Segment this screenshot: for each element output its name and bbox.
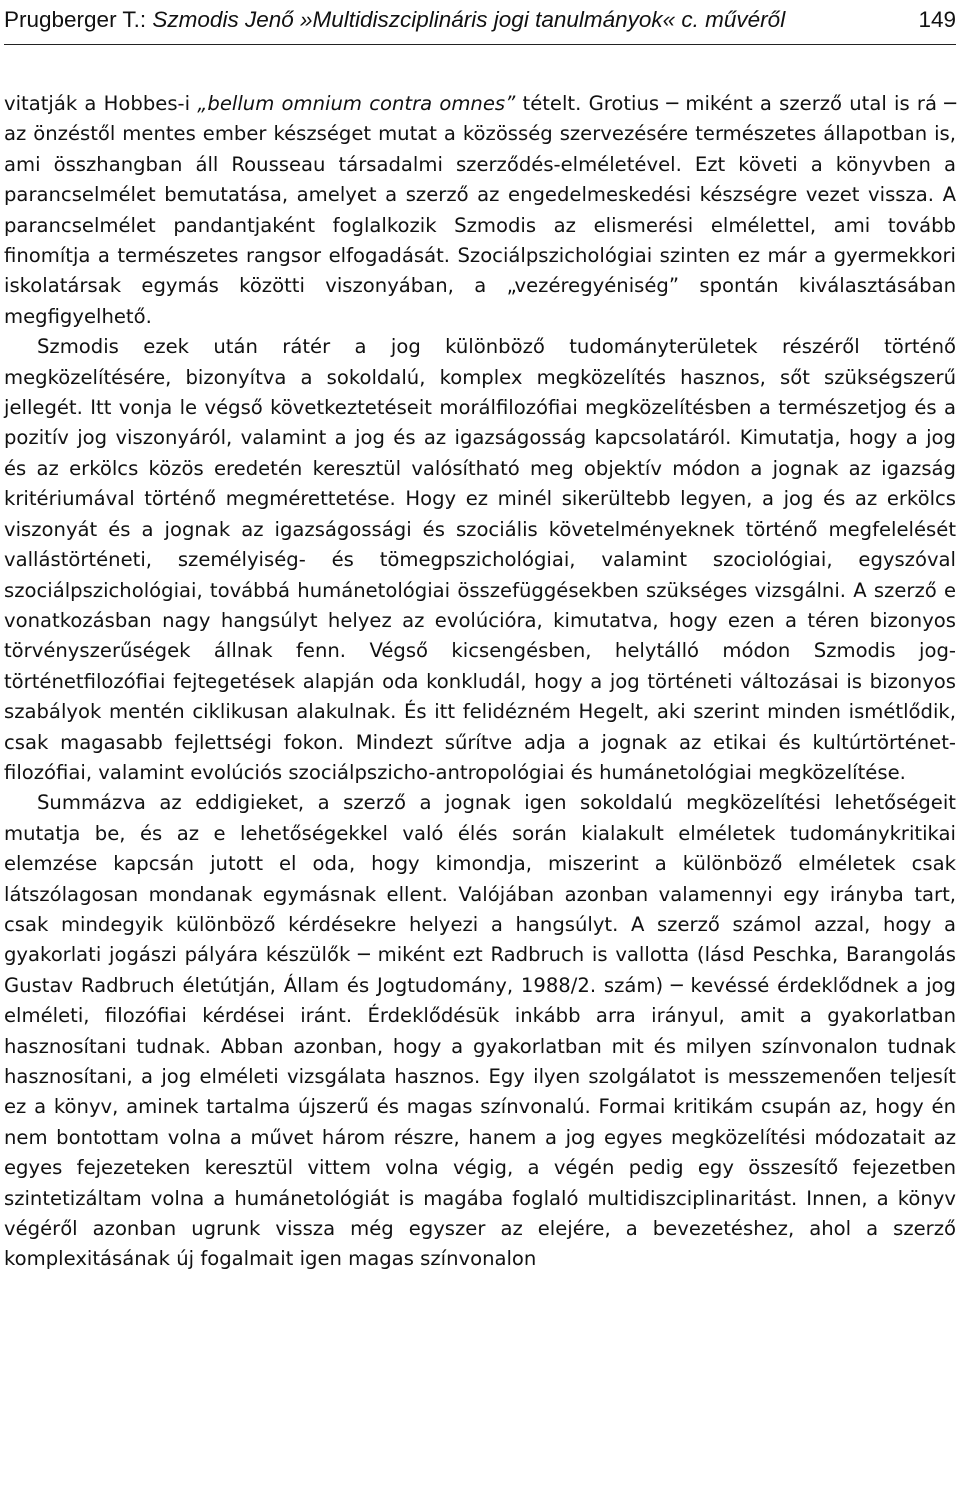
latin-quote: „bellum omnium contra omnes” bbox=[197, 92, 516, 115]
running-header bbox=[4, 0, 956, 45]
header-author: Prugberger T.: bbox=[4, 7, 153, 32]
header-book-title: Szmodis Jenő »Multidiszciplináris jogi tanulmányok« c. művéről bbox=[152, 7, 786, 32]
page-number: 149 bbox=[918, 7, 956, 32]
paragraph-text: vitatják a Hobbes-i bbox=[4, 92, 198, 115]
paragraph-continued bbox=[4, 89, 956, 332]
paragraph: Szmodis ezek után rátér a jog különböző tudományterületek részéről történő megközelítésére, bizonyítva a sokoldalú, komplex megközelítés hasznos, sőt szükségszerű jellegét. Itt vonja le végső következtetéseit morálfilozófiai megközelítésben a természetjog és a pozitív jog viszonyáról, valamint a jog és az igazságosság kapcsolatáról. Kimutatja, hogy a jog és az erkölcs közös eredetén keresztül valósítható meg objektív módon a jognak az igazság kritériumával történő megmérettetése. Hogy ez minél sikerültebb legyen, a jog és az erkölcs viszonyát és a jognak az igazságossági és szociális követelményeknek történő megfelelését vallástörténeti, személyiség- és tömegpszichológiai, valamint szociológiai, egyszóval szociálpszichológiai, továbbá humánetológiai összefüggésekben szükséges vizsgálni. A szerző e vonatkozásban nagy hangsúlyt helyez az evolúcióra, kimutatva, hogy ezen a téren bizonyos törvényszerűségek állnak fenn. Végső kicsengésben, helytálló módon Szmodis jog-történetfilozófiai fejtegetések alapján oda konkludál, hogy a jog történeti változásai is bizonyos szabályok mentén ciklikusan alakulnak. És itt felidézném Hegelt, aki szerint minden ismétlődik, csak magasabb fejlettségi fokon. Mindezt sűrítve adja a jognak az etikai és kultúrtörténet-filozófiai, valamint evolúciós szociálpszicho-antropológiai és humánetológiai megközelítése. bbox=[4, 335, 956, 784]
header-citation bbox=[4, 0, 785, 40]
page-content bbox=[4, 0, 956, 1275]
body-text bbox=[4, 89, 956, 1275]
paragraph: Summázva az eddigieket, a szerző a jognak igen sokoldalú megközelítési lehetőségeit mutatja be, és az e lehetőségekkel való élés során kialakult elméletek tudománykritikai elemzése kapcsán jutott el oda, hogy kimondja, miszerint a különböző elméletek csak látszólagosan mondanak egymásnak ellent. Valójában azonban valamennyi egy irányba tart, csak mindegyik különböző kérdésekre helyezi a hangsúlyt. A szerző számol azzal, hogy a gyakorlati jogászi pályára készülők ─ miként ezt Radbruch is vallotta (lásd Peschka, Barangolás Gustav Radbruch életútján, Állam és Jogtudomány, 1988/2. szám) ─ kevéssé érdeklődnek a jog elméleti, filozófiai kérdései iránt. Érdeklődésük inkább arra irányul, amit a gyakorlatban hasznosítani tudnak. Abban azonban, hogy a gyakorlatban mit és milyen színvonalon tudnak hasznosítani, a jog elméleti vizsgálata hasznos. Egy ilyen szolgálatot is messzemenően teljesít ez a könyv, aminek tartalma újszerű és magas színvonalú. Formai kritikám csupán az, hogy én nem bontottam volna a művet három részre, hanem a jog egyes megközelítési módozatait az egyes fejezeteken keresztül vittem volna végig, a végén pedig egy összesítő fejezetben szintetizáltam volna a humánetológiát is magába foglaló multidiszciplinaritást. Innen, a könyv végéről azonban ugrunk vissza még egyszer az elejére, a bevezetéshez, ahol a szerző komplexitásának új fogalmait igen magas színvonalon bbox=[4, 791, 956, 1271]
paragraph-text: tételt. Grotius ─ miként a szerző utal is rá ─ az önzéstől mentes ember készséget mutat a közösség szervezésére természetes állapotban is, ami összhangban áll Rousseau társadalmi szerződés-elméletével. Ezt követi a könyvben a parancselmélet bemutatása, amelyet a szerző az engedelmeskedési készségre vezet vissza. A parancselmélet pandantjaként foglalkozik Szmodis az elismerési elmélettel, ami tovább finomítja a természetes rangsor elfogadását. Szociálpszichológiai szinten ez már a gyermekkori iskolatársak egymás közötti viszonyában, a „vezéregyéniség” spontán kiválasztásában megfigyelhető. bbox=[4, 92, 956, 328]
